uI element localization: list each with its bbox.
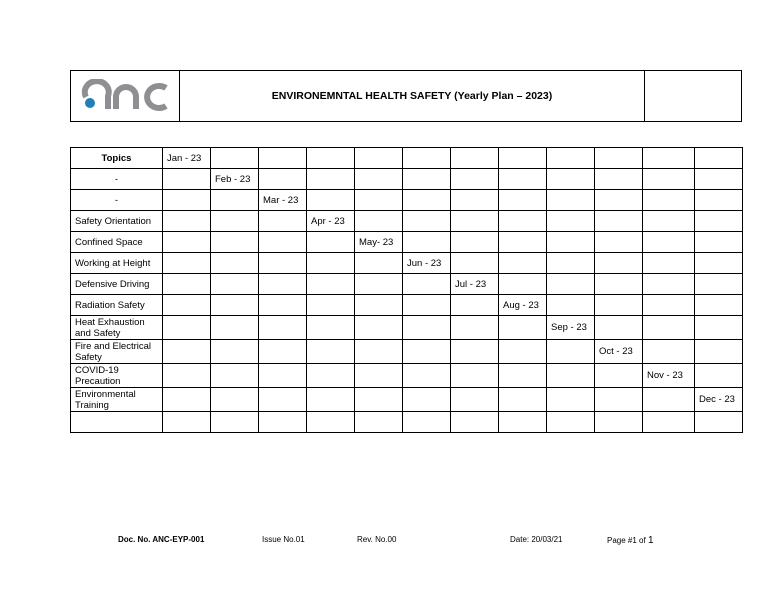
empty-cell [307, 388, 355, 412]
empty-cell [499, 211, 547, 232]
empty-cell [259, 232, 307, 253]
empty-cell [307, 190, 355, 211]
empty-cell [355, 316, 403, 340]
empty-cell [211, 253, 259, 274]
empty-cell [547, 274, 595, 295]
empty-cell [307, 364, 355, 388]
empty-cell [403, 316, 451, 340]
table-row [71, 340, 743, 364]
topic-cell: Safety Orientation [71, 211, 163, 232]
empty-cell [595, 190, 643, 211]
empty-cell [695, 340, 743, 364]
empty-cell [595, 232, 643, 253]
empty-cell [451, 364, 499, 388]
month-cell: Nov - 23 [643, 364, 695, 388]
empty-cell [211, 232, 259, 253]
empty-cell [595, 253, 643, 274]
empty-cell [163, 253, 211, 274]
table-row [71, 412, 743, 433]
empty-cell [695, 232, 743, 253]
month-cell: Sep - 23 [547, 316, 595, 340]
empty-cell [547, 412, 595, 433]
plan-table-body [71, 148, 743, 433]
empty-cell [355, 388, 403, 412]
empty-cell [163, 169, 211, 190]
empty-cell [595, 412, 643, 433]
empty-cell [163, 316, 211, 340]
empty-cell [403, 340, 451, 364]
document-header [70, 70, 742, 122]
empty-cell [355, 340, 403, 364]
empty-cell [355, 253, 403, 274]
empty-cell [403, 211, 451, 232]
month-cell: Oct - 23 [595, 340, 643, 364]
empty-cell [547, 253, 595, 274]
table-row [71, 295, 743, 316]
topic-cell: - [71, 169, 163, 190]
empty-cell [595, 211, 643, 232]
empty-cell [499, 190, 547, 211]
empty-cell [499, 412, 547, 433]
month-cell: Jan - 23 [163, 148, 211, 169]
empty-cell [451, 412, 499, 433]
page-total: 1 [647, 535, 654, 546]
logo-cell [71, 71, 180, 121]
empty-cell [355, 148, 403, 169]
empty-cell [163, 295, 211, 316]
empty-cell [643, 388, 695, 412]
empty-cell [211, 412, 259, 433]
month-cell: May- 23 [355, 232, 403, 253]
empty-cell [547, 295, 595, 316]
empty-cell [211, 388, 259, 412]
empty-cell [403, 412, 451, 433]
empty-cell [643, 211, 695, 232]
empty-cell [355, 211, 403, 232]
empty-cell [547, 340, 595, 364]
empty-cell [695, 274, 743, 295]
topic-cell: Working at Height [71, 253, 163, 274]
empty-cell [163, 364, 211, 388]
empty-cell [595, 295, 643, 316]
empty-cell [355, 412, 403, 433]
empty-cell [595, 388, 643, 412]
topic-cell: Fire and Electrical Safety [71, 340, 163, 364]
empty-cell [307, 148, 355, 169]
empty-cell [163, 340, 211, 364]
empty-cell [547, 211, 595, 232]
empty-cell [451, 190, 499, 211]
empty-cell [259, 364, 307, 388]
month-cell: Aug - 23 [499, 295, 547, 316]
empty-cell [499, 316, 547, 340]
topic-cell: COVID-19 Precaution [71, 364, 163, 388]
topic-cell: - [71, 190, 163, 211]
empty-cell [403, 232, 451, 253]
empty-cell [695, 169, 743, 190]
empty-cell [259, 253, 307, 274]
empty-cell [451, 169, 499, 190]
month-cell: Feb - 23 [211, 169, 259, 190]
empty-cell [355, 364, 403, 388]
table-row [71, 388, 743, 412]
empty-cell [499, 148, 547, 169]
empty-cell [307, 295, 355, 316]
empty-cell [403, 169, 451, 190]
topic-cell: Heat Exhaustion and Safety [71, 316, 163, 340]
empty-cell [595, 274, 643, 295]
topic-cell: Defensive Driving [71, 274, 163, 295]
month-cell: Jul - 23 [451, 274, 499, 295]
table-row [71, 316, 743, 340]
empty-cell [695, 316, 743, 340]
empty-cell [695, 148, 743, 169]
empty-cell [307, 253, 355, 274]
empty-cell [163, 232, 211, 253]
topic-cell: Radiation Safety [71, 295, 163, 316]
empty-cell [259, 211, 307, 232]
empty-cell [307, 316, 355, 340]
empty-cell [307, 412, 355, 433]
empty-cell [355, 274, 403, 295]
empty-cell [307, 169, 355, 190]
month-cell: Dec - 23 [695, 388, 743, 412]
topic-cell [71, 412, 163, 433]
empty-cell [259, 148, 307, 169]
empty-cell [695, 364, 743, 388]
empty-cell [163, 388, 211, 412]
empty-cell [451, 211, 499, 232]
topic-cell: Confined Space [71, 232, 163, 253]
empty-cell [547, 388, 595, 412]
empty-cell [695, 211, 743, 232]
empty-cell [163, 412, 211, 433]
empty-cell [547, 169, 595, 190]
empty-cell [307, 232, 355, 253]
empty-cell [211, 316, 259, 340]
empty-cell [307, 274, 355, 295]
empty-cell [403, 364, 451, 388]
empty-cell [643, 316, 695, 340]
empty-cell [547, 364, 595, 388]
document-title: ENVIRONEMNTAL HEALTH SAFETY (Yearly Plan – 2023) [271, 90, 553, 102]
empty-cell [547, 148, 595, 169]
empty-cell [643, 295, 695, 316]
empty-cell [355, 169, 403, 190]
empty-cell [695, 295, 743, 316]
month-cell: Apr - 23 [307, 211, 355, 232]
empty-cell [211, 274, 259, 295]
empty-cell [643, 412, 695, 433]
table-row [71, 274, 743, 295]
empty-cell [595, 364, 643, 388]
topics-header: Topics [71, 148, 163, 169]
empty-cell [403, 190, 451, 211]
empty-cell [643, 340, 695, 364]
empty-cell [211, 148, 259, 169]
anc-logo [80, 79, 170, 113]
empty-cell [695, 253, 743, 274]
empty-cell [451, 295, 499, 316]
empty-cell [163, 211, 211, 232]
empty-cell [211, 211, 259, 232]
empty-cell [499, 253, 547, 274]
empty-cell [595, 169, 643, 190]
empty-cell [643, 190, 695, 211]
empty-cell [451, 232, 499, 253]
page-number [607, 535, 654, 546]
empty-cell [451, 340, 499, 364]
empty-cell [451, 316, 499, 340]
table-row [71, 253, 743, 274]
topic-cell: Environmental Training [71, 388, 163, 412]
empty-cell [211, 340, 259, 364]
month-cell: Jun - 23 [403, 253, 451, 274]
empty-cell [499, 388, 547, 412]
empty-cell [211, 295, 259, 316]
page-label: Page #1 of [607, 536, 646, 545]
empty-cell [451, 388, 499, 412]
empty-cell [259, 340, 307, 364]
table-header-row [71, 148, 743, 169]
table-row [71, 190, 743, 211]
empty-cell [695, 190, 743, 211]
empty-cell [211, 190, 259, 211]
empty-cell [259, 274, 307, 295]
empty-cell [211, 364, 259, 388]
empty-cell [307, 340, 355, 364]
revision-number: Rev. No.00 [357, 535, 397, 544]
empty-cell [499, 340, 547, 364]
table-row [71, 169, 743, 190]
empty-cell [403, 388, 451, 412]
empty-cell [355, 295, 403, 316]
header-blank-cell [644, 71, 741, 121]
empty-cell [695, 412, 743, 433]
empty-cell [643, 148, 695, 169]
empty-cell [499, 169, 547, 190]
empty-cell [259, 295, 307, 316]
empty-cell [451, 148, 499, 169]
empty-cell [403, 148, 451, 169]
yearly-plan-table [70, 147, 743, 433]
document-footer [0, 535, 768, 547]
empty-cell [499, 232, 547, 253]
empty-cell [547, 190, 595, 211]
empty-cell [643, 274, 695, 295]
table-row [71, 232, 743, 253]
empty-cell [259, 169, 307, 190]
empty-cell [403, 274, 451, 295]
empty-cell [595, 316, 643, 340]
table-row [71, 211, 743, 232]
empty-cell [499, 274, 547, 295]
empty-cell [163, 274, 211, 295]
empty-cell [403, 295, 451, 316]
empty-cell [595, 148, 643, 169]
empty-cell [643, 232, 695, 253]
month-cell: Mar - 23 [259, 190, 307, 211]
issue-number: Issue No.01 [262, 535, 305, 544]
empty-cell [547, 232, 595, 253]
doc-number: Doc. No. ANC-EYP-001 [118, 535, 205, 544]
empty-cell [259, 388, 307, 412]
empty-cell [499, 364, 547, 388]
empty-cell [643, 169, 695, 190]
empty-cell [163, 190, 211, 211]
table-row [71, 364, 743, 388]
empty-cell [355, 190, 403, 211]
empty-cell [259, 316, 307, 340]
empty-cell [643, 253, 695, 274]
empty-cell [451, 253, 499, 274]
document-date: Date: 20/03/21 [510, 535, 563, 544]
empty-cell [259, 412, 307, 433]
